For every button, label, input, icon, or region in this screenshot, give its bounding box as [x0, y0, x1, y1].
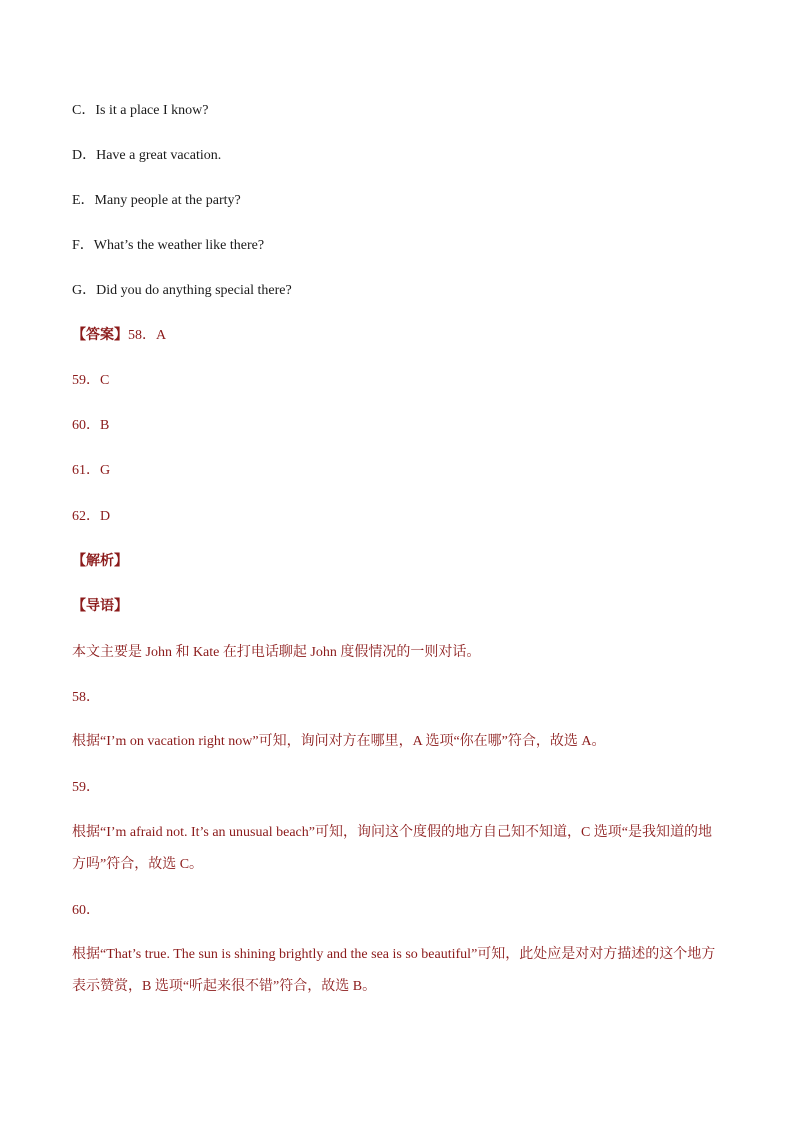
option-e: E．Many people at the party?: [72, 193, 241, 208]
option-c: C．Is it a place I know?: [72, 103, 209, 118]
explanation-number: 60．: [72, 903, 100, 918]
answer-first: 58．A: [128, 328, 167, 343]
answer-item: 60．B: [72, 418, 110, 433]
intro-text: 本文主要是 John 和 Kate 在打电话聊起 John 度假情况的一则对话。: [72, 645, 481, 660]
intro-label: 【导语】: [72, 599, 128, 614]
answer-label: 【答案】: [72, 328, 128, 343]
explanation-number: 59．: [72, 780, 100, 795]
explanation-text: 根据“That’s true. The sun is shining brightly and the sea is so beautiful”可知，此处应是对对方描述的这个地方表示赞赏，B 选项“听起来很不错”符合，故选 B。: [72, 947, 716, 994]
answer-line: [72, 327, 166, 345]
option-f: F．What’s the weather like there?: [72, 238, 265, 253]
explanation-number: 58．: [72, 690, 100, 705]
analysis-label: 【解析】: [72, 554, 128, 569]
answer-item: 61．G: [72, 463, 111, 478]
option-g: G．Did you do anything special there?: [72, 283, 292, 298]
explanation-text: 根据“I’m on vacation right now”可知，询问对方在哪里，A 选项“你在哪”符合，故选 A。: [72, 734, 606, 749]
explanation-text: 根据“I’m afraid not. It’s an unusual beach”可知，询问这个度假的地方自己知不知道，C 选项“是我知道的地方吗”符合，故选 C。: [72, 825, 713, 872]
answer-item: 62．D: [72, 509, 111, 524]
answer-item: 59．C: [72, 373, 110, 388]
option-d: D．Have a great vacation.: [72, 148, 222, 163]
